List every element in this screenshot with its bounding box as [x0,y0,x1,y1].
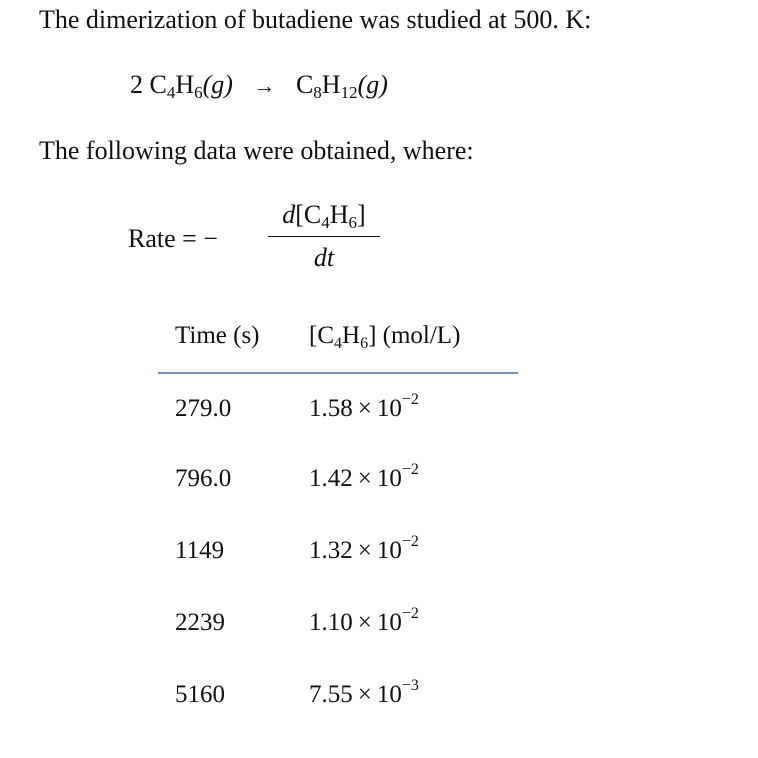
row-5-time: 5160 [175,681,225,708]
following-text: The following data were obtained, where: [39,136,474,165]
reactant-phase: (g) [202,70,233,99]
row-1-concentration: $1.58 \times 10^{-2}$ [309,391,419,422]
reaction-arrow: → [253,73,276,98]
reaction-equation [130,68,388,103]
rate-fraction [268,196,380,279]
product-phase: (g) [357,70,388,99]
rate-label: Rate = − [128,224,218,253]
row-1-time: 279.0 [175,395,232,422]
rate-denominator: dt [313,243,335,273]
row-4-concentration: $1.10 \times 10^{-2}$ [309,605,419,636]
row-3-concentration: $1.32 \times 10^{-2}$ [309,533,419,564]
reactant-formula: $C_4H_6$ [149,70,203,102]
header-concentration: $[C_4H_6]$ (mol/L) [309,322,461,352]
header-divider [158,372,518,374]
row-2-concentration: $1.42 \times 10^{-2}$ [309,461,419,492]
row-2-time: 796.0 [175,465,232,492]
rate-numerator: $d[C_4H_6]$ [282,200,366,232]
header-time: Time (s) [175,322,260,349]
product-formula: $C_8H_{12}$ [295,70,358,102]
intro-text: The dimerization of butadiene was studied at 500. K: [39,5,592,34]
reactant-coefficient: 2 [130,70,143,99]
row-3-time: 1149 [175,537,225,564]
row-4-time: 2239 [175,609,225,636]
row-5-concentration: $7.55 \times 10^{-3}$ [309,677,419,708]
